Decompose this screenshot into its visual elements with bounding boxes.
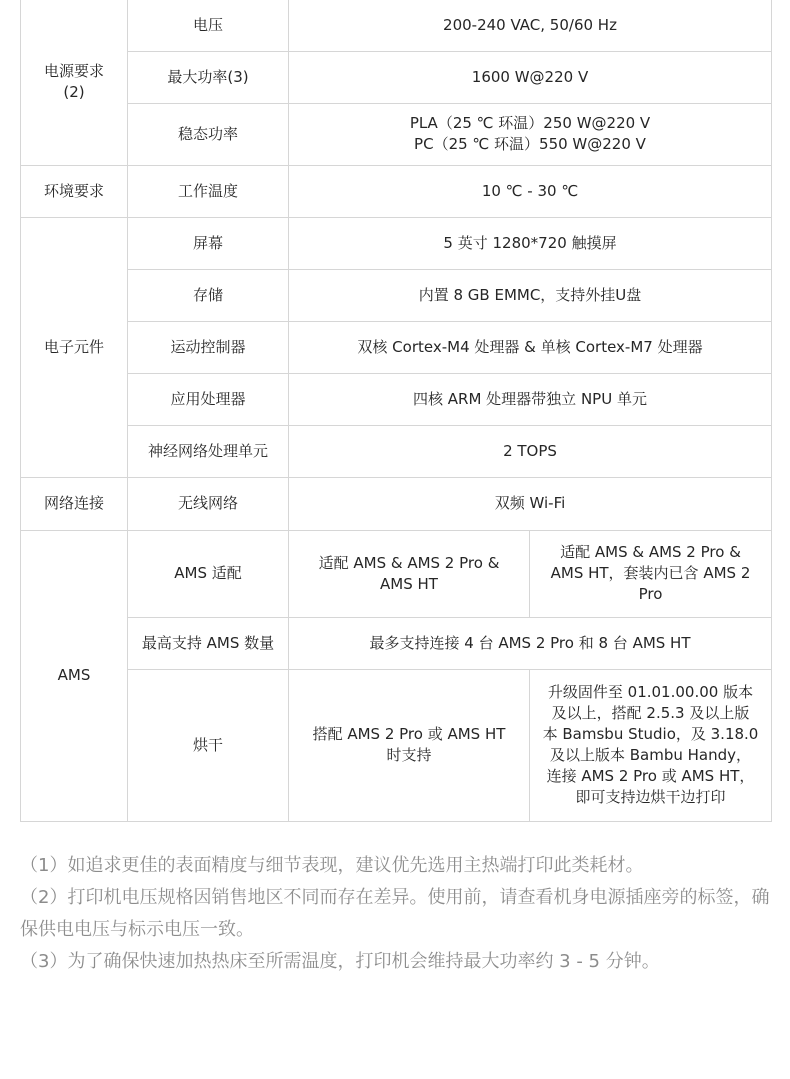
label-ams-compat: AMS 适配 [128, 530, 289, 617]
value-ams-compat-b: 适配 AMS & AMS 2 Pro & AMS HT，套装内已含 AMS 2 Pro [530, 530, 772, 617]
table-row [21, 217, 772, 269]
table-row [21, 373, 772, 425]
label-motion-controller: 运动控制器 [128, 321, 289, 373]
table-row [21, 477, 772, 530]
value-max-power: 1600 W@220 V [289, 51, 772, 103]
value-storage: 内置 8 GB EMMC，支持外挂U盘 [289, 269, 772, 321]
category-environment: 环境要求 [21, 165, 128, 217]
category-network: 网络连接 [21, 477, 128, 530]
footnote-1: （1）如追求更佳的表面精度与细节表现，建议优先选用主热端打印此类耗材。 [20, 855, 644, 876]
table-row [21, 530, 772, 617]
label-max-power: 最大功率(3) [128, 51, 289, 103]
footnote-2: （2）打印机电压规格因销售地区不同而存在差异。使用前，请查看机身电源插座旁的标签，确保供电电压与标示电压一致。 [20, 887, 770, 940]
table-row [21, 669, 772, 821]
label-temperature: 工作温度 [128, 165, 289, 217]
table-row [21, 51, 772, 103]
table-row [21, 103, 772, 165]
table-row [21, 617, 772, 669]
label-storage: 存储 [128, 269, 289, 321]
table-row [21, 425, 772, 477]
value-ams-dry-a: 搭配 AMS 2 Pro 或 AMS HT 时支持 [289, 669, 530, 821]
category-electronics: 电子元件 [21, 217, 128, 477]
label-voltage: 电压 [128, 0, 289, 51]
value-npu: 2 TOPS [289, 425, 772, 477]
table-row [21, 321, 772, 373]
value-ams-compat-a: 适配 AMS & AMS 2 Pro & AMS HT [289, 530, 530, 617]
label-wifi: 无线网络 [128, 477, 289, 530]
category-ams: AMS [21, 530, 128, 821]
value-ams-dry-b: 升级固件至 01.01.00.00 版本 及以上，搭配 2.5.3 及以上版 本 Bamsbu Studio，及 3.18.0 及以上版本 Bambu Handy， 连接 AMS 2 Pro 或 AMS HT， 即可支持边烘干边打印 [530, 669, 772, 821]
value-wifi: 双频 Wi-Fi [289, 477, 772, 530]
table-row [21, 165, 772, 217]
table-row [21, 269, 772, 321]
label-steady-power: 稳态功率 [128, 103, 289, 165]
label-app-processor: 应用处理器 [128, 373, 289, 425]
value-temperature: 10 ℃ - 30 ℃ [289, 165, 772, 217]
footnote-3: （3）为了确保快速加热热床至所需温度，打印机会维持最大功率约 3 - 5 分钟。 [20, 951, 660, 972]
label-ams-dry: 烘干 [128, 669, 289, 821]
value-voltage: 200-240 VAC, 50/60 Hz [289, 0, 772, 51]
category-power: 电源要求 (2) [21, 0, 128, 165]
table-row [21, 0, 772, 51]
value-ams-max: 最多支持连接 4 台 AMS 2 Pro 和 8 台 AMS HT [289, 617, 772, 669]
value-app-processor: 四核 ARM 处理器带独立 NPU 单元 [289, 373, 772, 425]
label-npu: 神经网络处理单元 [128, 425, 289, 477]
footnotes [20, 850, 770, 978]
label-ams-max: 最高支持 AMS 数量 [128, 617, 289, 669]
value-screen: 5 英寸 1280*720 触摸屏 [289, 217, 772, 269]
label-screen: 屏幕 [128, 217, 289, 269]
value-motion-controller: 双核 Cortex-M4 处理器 & 单核 Cortex-M7 处理器 [289, 321, 772, 373]
spec-table [20, 0, 772, 822]
value-steady-power: PLA（25 ℃ 环温）250 W@220 V PC（25 ℃ 环温）550 W@220 V [289, 103, 772, 165]
